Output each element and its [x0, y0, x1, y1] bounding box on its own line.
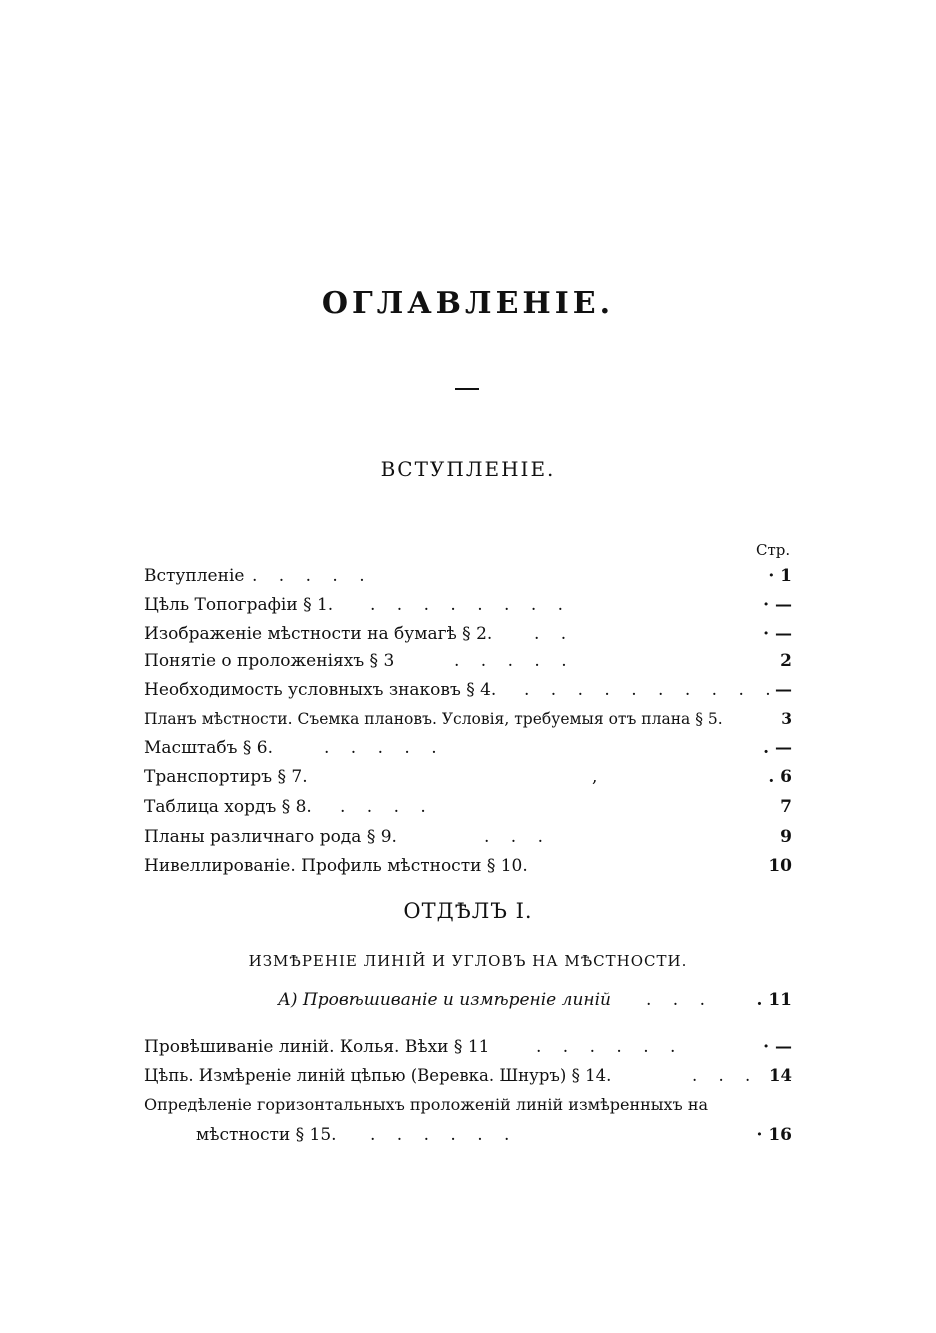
page-column-label: Стр.: [756, 541, 791, 559]
toc-entry-text: Понятіе о проложеніяхъ § 3: [144, 651, 395, 671]
toc-entry-page: 3: [781, 709, 792, 728]
toc-leader-dots: . . .: [646, 990, 714, 1010]
subsection-heading-page: . 11: [756, 990, 792, 1010]
toc-entry-page: · —: [763, 624, 792, 644]
toc-entry: [144, 1034, 792, 1060]
toc-leader-dots: . . .: [692, 1066, 759, 1085]
toc-entry: [144, 735, 792, 761]
toc-leader-dots: . . . . . .: [370, 1125, 518, 1145]
toc-entry-page: —: [775, 680, 792, 700]
title-divider: [455, 388, 479, 390]
toc-entry-page: 9: [780, 827, 792, 847]
toc-leader-dots: . . .: [484, 827, 552, 847]
toc-entry: [144, 764, 792, 790]
page-title: ОГЛАВЛЕНІЕ.: [321, 286, 615, 321]
toc-entry-page: . 6: [768, 767, 792, 787]
toc-entry-text: Транспортиръ § 7.: [144, 767, 308, 787]
toc-entry: [144, 794, 792, 820]
toc-leader-dots: ,: [592, 767, 606, 787]
toc-entry: [144, 1122, 792, 1148]
toc-leader-dots: . . . . . . . .: [370, 595, 572, 615]
toc-entry: [144, 706, 792, 732]
toc-entry-text: Необходимость условныхъ знаковъ § 4.: [144, 680, 497, 700]
toc-entry: [144, 648, 792, 674]
toc-entry: [144, 677, 792, 703]
toc-entry-text: Вступленіе: [144, 566, 245, 586]
toc-entry-page: 7: [780, 797, 792, 817]
toc-entry-page: 14: [769, 1066, 792, 1085]
toc-entry: [144, 1092, 792, 1118]
toc-entry-page: · 1: [768, 566, 792, 586]
toc-leader-dots: . . . .: [340, 797, 434, 817]
toc-entry: [144, 1063, 792, 1089]
toc-entry: [144, 621, 792, 647]
toc-entry: [144, 824, 792, 850]
toc-leader-dots: . . . . .: [454, 651, 575, 671]
subsection-heading: [278, 987, 792, 1013]
toc-entry-text: Нивеллированіе. Профиль мѣстности § 10.: [144, 856, 528, 876]
toc-entry-text: Таблица хордъ § 8.: [144, 797, 312, 817]
intro-heading: ВСТУПЛЕНІЕ.: [380, 457, 556, 481]
toc-entry-text: Изображеніе мѣстности на бумагѣ § 2.: [144, 624, 493, 644]
toc-entry-text: Цѣль Топографіи § 1.: [144, 595, 334, 615]
subsection-heading-text: А) Провѣшиваніе и измѣреніе линій: [278, 990, 611, 1010]
toc-entry-text: Планы различнаго рода § 9.: [144, 827, 397, 847]
toc-entry: [144, 853, 792, 879]
toc-leader-dots: . . . . . . . . . .: [524, 680, 779, 700]
toc-entry-page: · —: [763, 1037, 792, 1057]
toc-entry-text: Планъ мѣстности. Съемка плановъ. Условія, требуемыя отъ плана § 5.: [144, 710, 723, 728]
toc-entry-page: 2: [780, 651, 792, 671]
toc-entry-text: мѣстности § 15.: [196, 1125, 337, 1145]
toc-entry-page: 10: [768, 856, 792, 876]
section-heading: ОТДѢЛЪ I.: [403, 899, 533, 923]
toc-entry-text: Опредѣленіе горизонтальныхъ проложеній линій измѣренныхъ на: [144, 1095, 709, 1114]
toc-entry: [144, 563, 792, 589]
toc-entry-text: Провѣшиваніе линій. Колья. Вѣхи § 11: [144, 1037, 490, 1057]
toc-leader-dots: . . . . .: [324, 738, 445, 758]
toc-entry-page: . —: [763, 738, 792, 758]
toc-leader-dots: . . . . . .: [536, 1037, 684, 1057]
toc-entry-text: Цѣпь. Измѣреніе линій цѣпью (Веревка. Шнуръ) § 14.: [144, 1066, 612, 1085]
toc-entry-page: · —: [763, 595, 792, 615]
toc-entry: [144, 592, 792, 618]
toc-leader-dots: . .: [534, 624, 575, 644]
toc-entry-text: Масштабъ § 6.: [144, 738, 273, 758]
toc-leader-dots: . . . . .: [252, 566, 373, 586]
section-subtitle: ИЗМѢРЕНІЕ ЛИНІЙ И УГЛОВЪ НА МѢСТНОСТИ.: [248, 952, 688, 970]
toc-entry-page: · 16: [756, 1125, 792, 1145]
